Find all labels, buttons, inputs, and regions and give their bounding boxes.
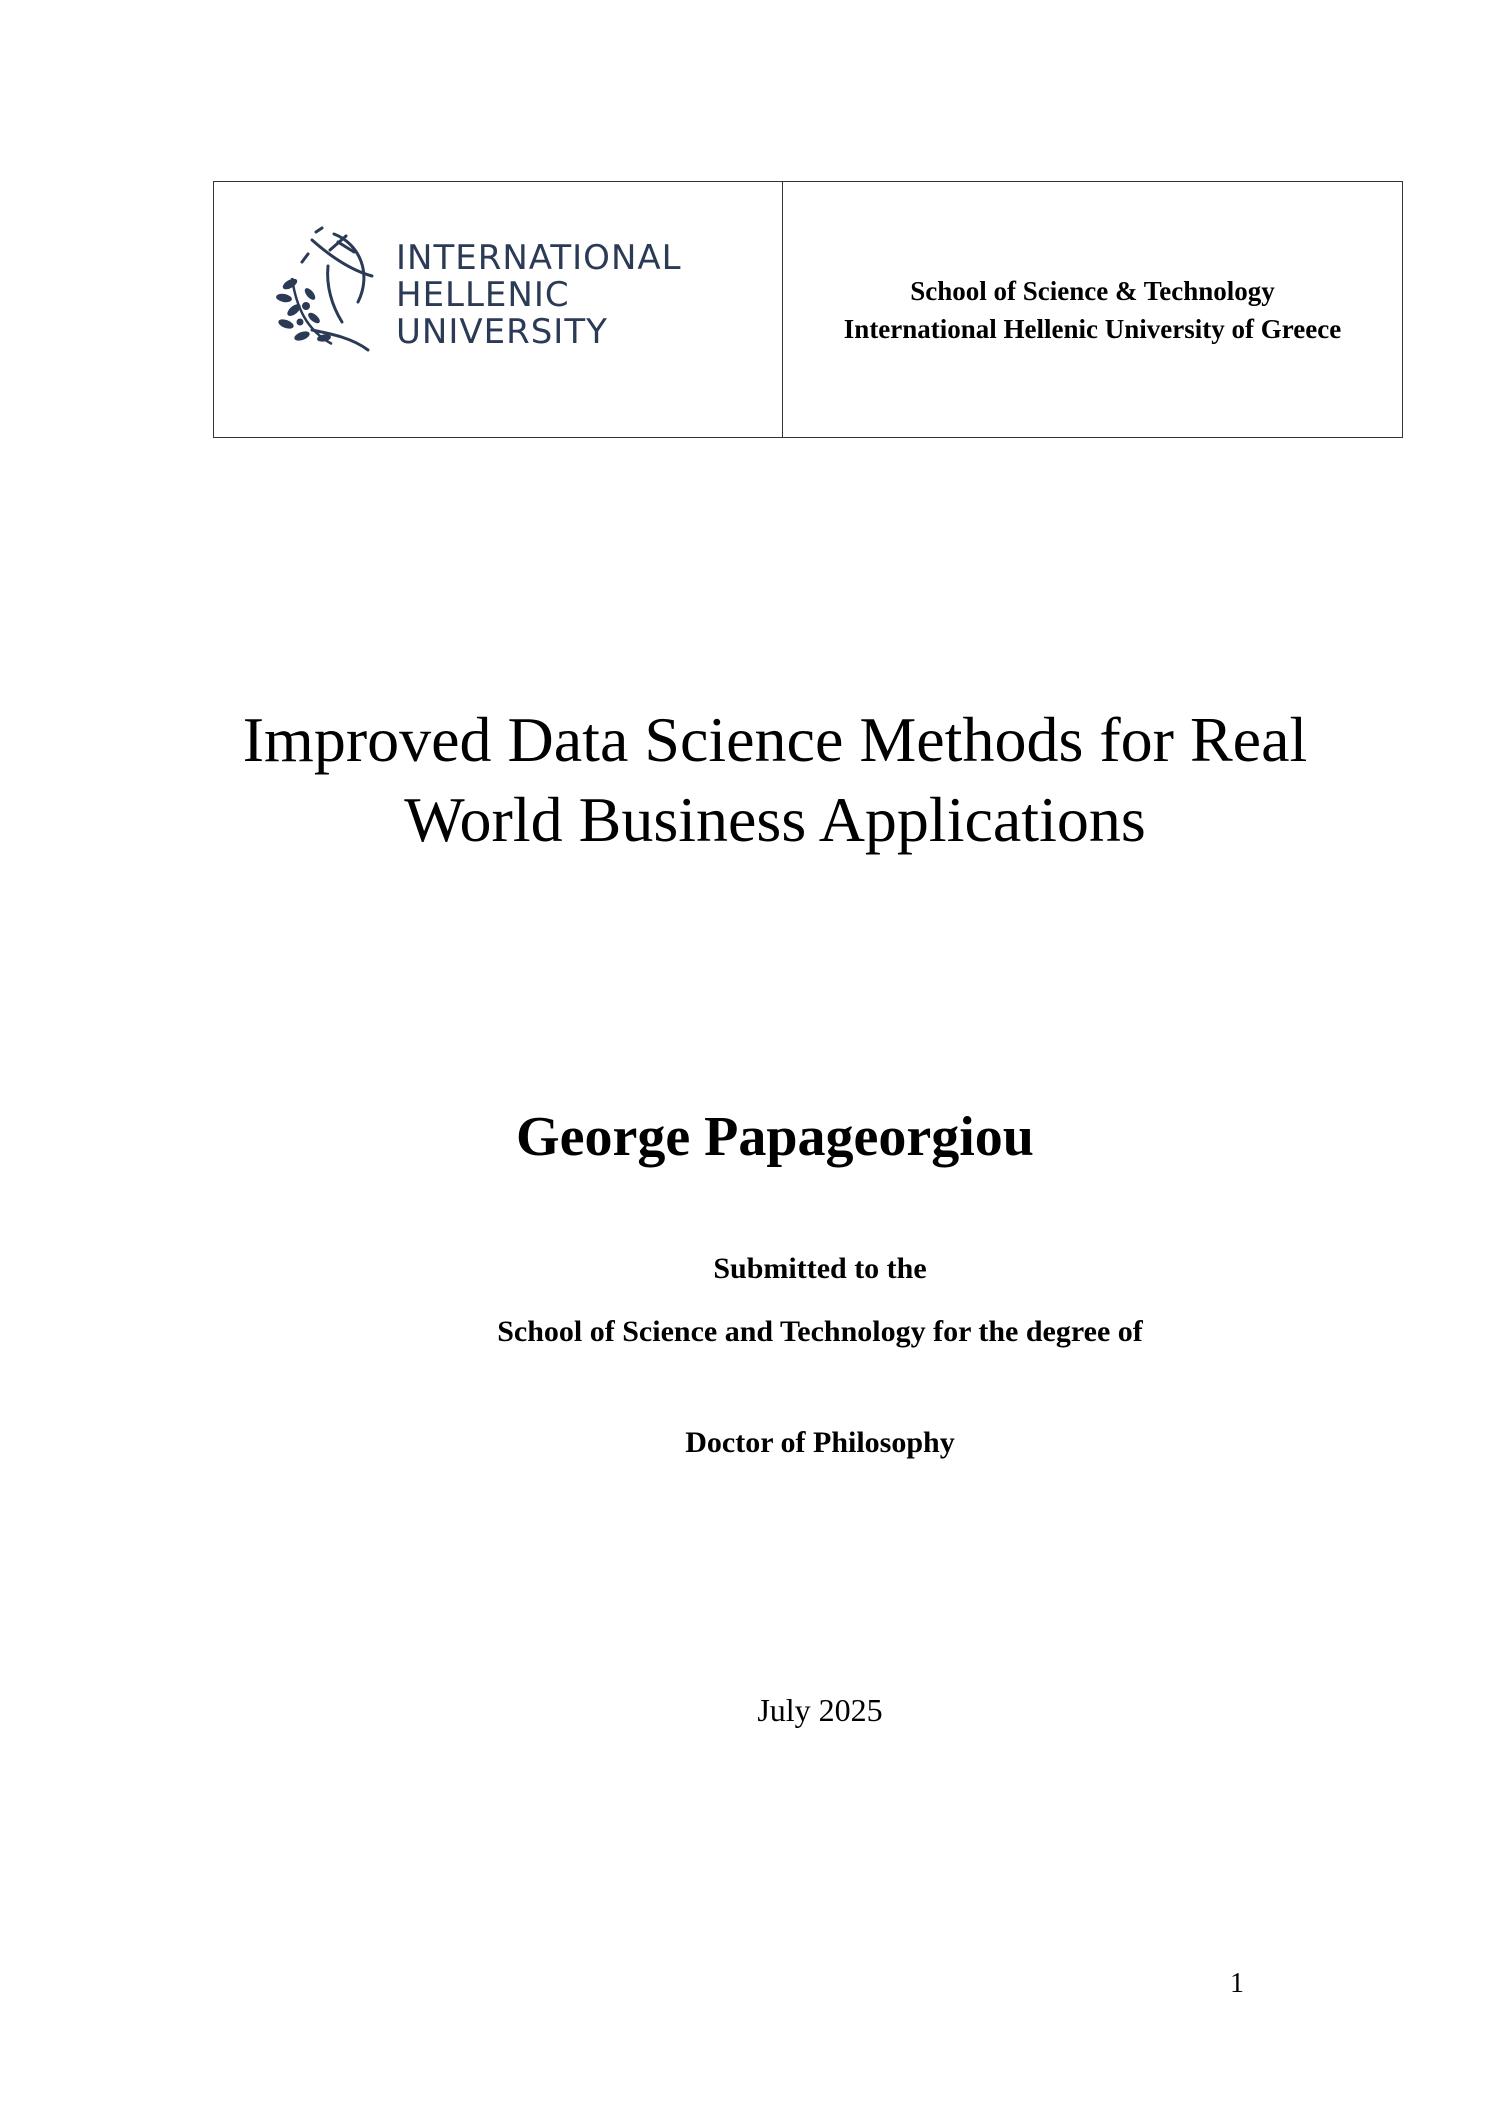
submitted-to-line: Submitted to the [713,1252,927,1285]
school-degree-line: School of Science and Technology for the degree of [497,1315,1143,1348]
university-logo [272,226,712,356]
logo-text-line1: INTERNATIONAL [396,238,682,278]
thesis-title [0,700,1489,860]
school-name: School of Science & Technology [910,275,1275,306]
degree-name: Doctor of Philosophy [685,1426,955,1459]
header-table [213,181,1403,438]
page-number: 1 [1230,1968,1244,1999]
olive-branch-globe-icon [272,226,382,356]
logo-text-line3: UNIVERSITY [396,312,608,352]
university-logo-text [396,240,682,351]
university-name: International Hellenic University of Greece [843,313,1342,344]
logo-text-line2: HELLENIC [396,275,570,315]
author-name: George Papageorgiou [516,1106,1034,1168]
header-logo-cell [214,182,783,437]
thesis-title-line1: Improved Data Science Methods for Real [242,704,1308,775]
thesis-title-line2: World Business Applications [404,784,1146,855]
submission-date: July 2025 [757,1692,883,1728]
header-school-cell [783,182,1402,437]
